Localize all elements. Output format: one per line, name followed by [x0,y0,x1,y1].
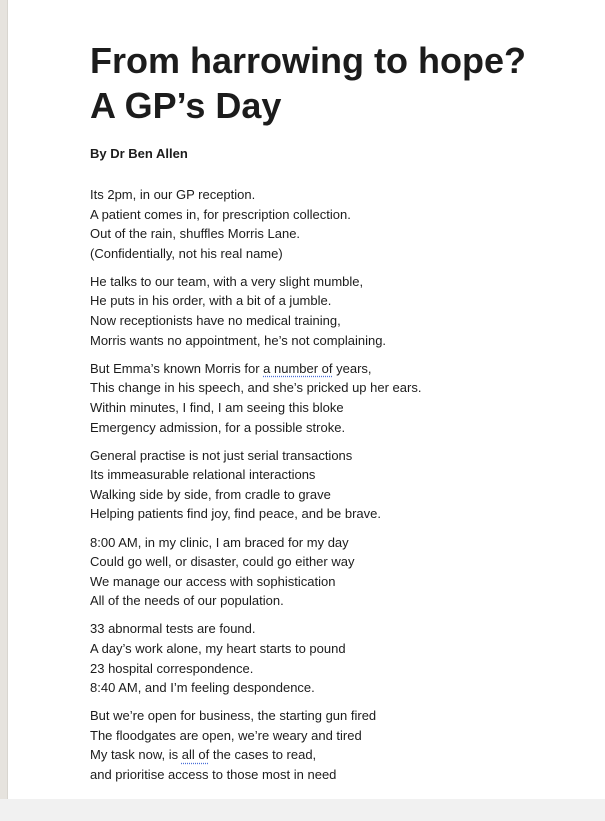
poem-line [90,745,590,765]
poem-line: Its immeasurable relational interactions [90,467,316,483]
poem-line: Within minutes, I find, I am seeing this bloke [90,399,344,415]
left-margin-bar [0,0,8,799]
flagged-phrase[interactable]: a number of [263,360,333,376]
poem-line: He talks to our team, with a very slight mumble, [90,273,364,289]
flagged-phrase[interactable]: all of [181,747,210,763]
stanza-1 [90,185,590,263]
poem-line: He puts in his order, with a bit of a jumble. [90,293,332,309]
bottom-status-strip [0,799,605,821]
document-page [8,0,605,799]
poem-line: Helping patients find joy, find peace, and be brave. [90,506,382,522]
stanza-4 [90,446,590,524]
poem-line: A day’s work alone, my heart starts to pound [90,640,346,656]
poem-line: General practise is not just serial transactions [90,447,353,463]
line-text: years, [332,360,372,376]
title-line-2: A GP’s Day [90,85,282,126]
poem-line: (Confidentially, not his real name) [90,245,283,261]
poem-line: Now receptionists have no medical training, [90,313,341,329]
poem-line: Its 2pm, in our GP reception. [90,187,256,202]
poem-line: 8:40 AM, and I’m feeling despondence. [90,680,315,696]
poem-line: The floodgates are open, we’re weary and tired [90,727,362,743]
stanza-6 [90,619,590,697]
poem-line: All of the needs of our population. [90,593,284,609]
line-text: But Emma’s known Morris for [90,360,264,376]
author-byline: By Dr Ben Allen [90,146,188,161]
stanza-2 [90,272,590,350]
poem-line: This change in his speech, and she’s pricked up her ears. [90,380,422,396]
poem-line: But we’re open for business, the starting gun fired [90,708,377,724]
poem-body [90,185,590,793]
line-text: My task now, is [90,747,182,763]
poem-line: Walking side by side, from cradle to grave [90,486,331,502]
poem-line: Emergency admission, for a possible stroke. [90,419,346,435]
stanza-3 [90,359,590,437]
title-line-1: From harrowing to hope? [90,40,526,81]
article-title [90,38,526,128]
poem-line: 23 hospital correspondence. [90,660,254,676]
poem-line [90,359,590,379]
poem-line: 8:00 AM, in my clinic, I am braced for my day [90,534,349,550]
poem-line: A patient comes in, for prescription collection. [90,206,351,222]
stanza-7 [90,706,590,784]
poem-line: Morris wants no appointment, he’s not complaining. [90,332,387,348]
poem-line: Out of the rain, shuffles Morris Lane. [90,226,301,242]
poem-line: We manage our access with sophistication [90,573,336,589]
poem-line: and prioritise access to those most in need [90,767,337,783]
line-text: the cases to read, [209,747,317,763]
poem-line: 33 abnormal tests are found. [90,621,256,637]
stanza-5 [90,533,590,611]
poem-line: Could go well, or disaster, could go either way [90,554,355,570]
